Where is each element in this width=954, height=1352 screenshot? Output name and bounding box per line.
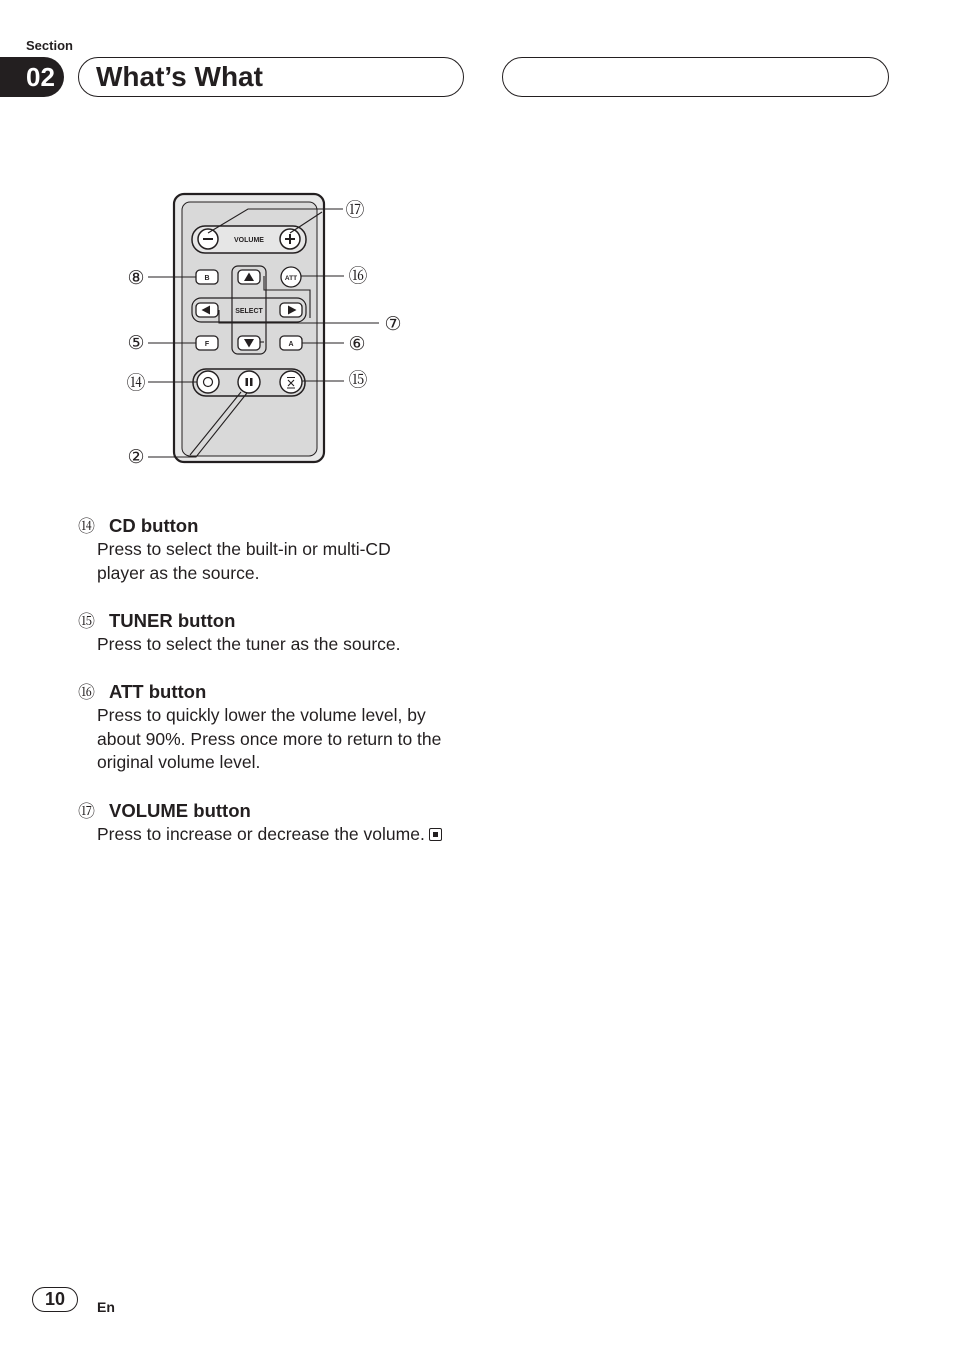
item-title: VOLUME button xyxy=(109,800,251,821)
item-desc-line: original volume level. xyxy=(97,752,261,772)
callout-8: ⑧ xyxy=(127,268,145,289)
select-label: SELECT xyxy=(235,308,263,315)
callout-2: ② xyxy=(127,447,145,468)
end-mark-icon xyxy=(429,828,442,841)
f-button-label: F xyxy=(204,341,210,348)
callout-15: ⑮ xyxy=(348,370,368,391)
item-desc-line: Press to quickly lower the volume level, by xyxy=(97,705,426,725)
language-label: En xyxy=(97,1299,115,1315)
item-desc-line: Press to select the built-in or multi-CD xyxy=(97,539,391,559)
item-att-button xyxy=(78,680,478,775)
page-number: 10 xyxy=(32,1287,78,1312)
empty-title-frame xyxy=(502,57,889,97)
item-desc-line: player as the source. xyxy=(97,562,260,583)
item-number: ⑮ xyxy=(78,612,95,631)
pause-icon xyxy=(246,378,249,386)
callout-17: ⑰ xyxy=(345,200,365,221)
callout-5: ⑤ xyxy=(127,333,145,354)
item-desc-line: about 90%. Press once more to return to the xyxy=(97,728,442,749)
section-number: 02 xyxy=(0,57,64,97)
callout-7: ⑦ xyxy=(384,314,402,335)
att-button-label: ATT xyxy=(284,275,298,282)
item-tuner-button xyxy=(78,609,478,657)
item-cd-button xyxy=(78,514,478,585)
tuner-button xyxy=(280,371,302,393)
pause-button xyxy=(238,371,260,393)
section-label: Section xyxy=(26,38,73,53)
item-number: ⑭ xyxy=(78,517,95,536)
volume-label: VOLUME xyxy=(234,237,264,244)
item-number: ⑯ xyxy=(78,683,95,702)
cd-button xyxy=(197,371,219,393)
remote-control-diagram xyxy=(120,190,410,480)
callout-14: ⑭ xyxy=(126,373,146,394)
item-title: ATT button xyxy=(109,681,207,702)
item-number: ⑰ xyxy=(78,802,95,821)
b-button-label: B xyxy=(204,275,210,282)
item-desc-line: Press to select the tuner as the source. xyxy=(97,634,401,654)
callout-6: ⑥ xyxy=(348,334,366,355)
item-title: TUNER button xyxy=(109,610,236,631)
a-button-label: A xyxy=(288,341,294,348)
item-volume-button xyxy=(78,799,478,847)
item-desc-line: Press to increase or decrease the volume. xyxy=(97,824,425,844)
page-title: What’s What xyxy=(96,61,263,92)
item-title: CD button xyxy=(109,515,199,536)
callout-16: ⑯ xyxy=(348,266,368,287)
